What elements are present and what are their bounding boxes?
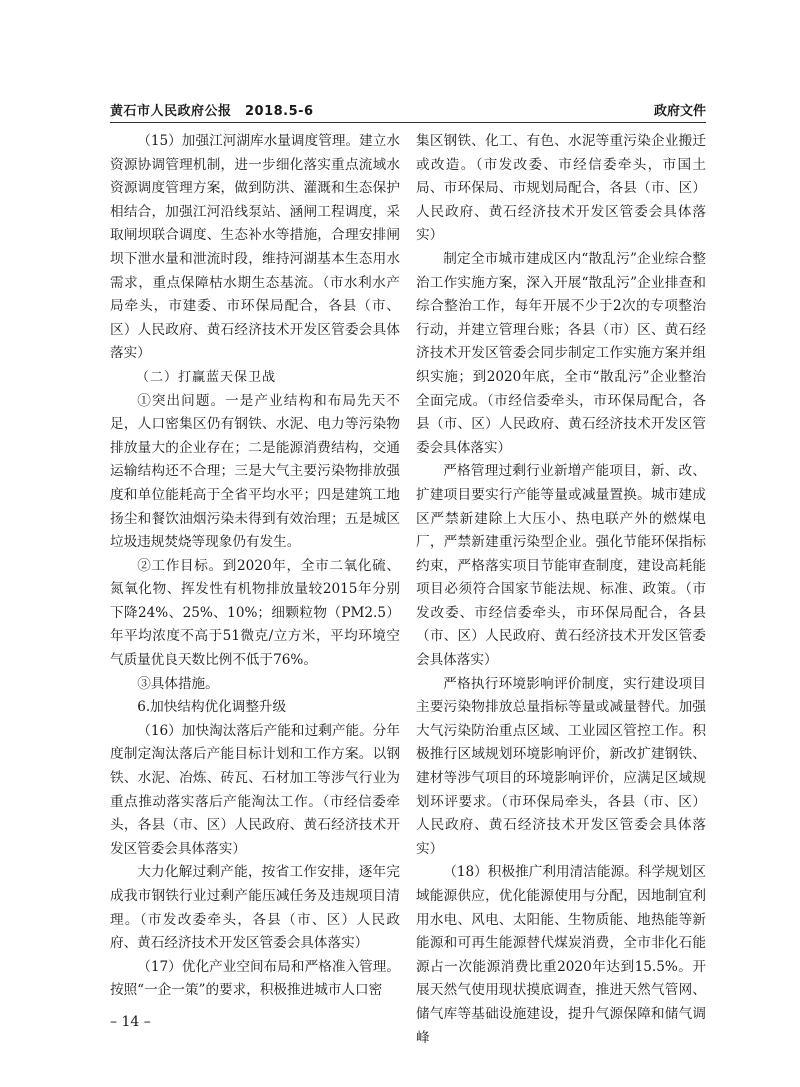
paragraph: 大力化解过剩产能，按省工作安排，逐年完成我市钢铁行业过剩产能压减任务及违规项目清理。（市发改委牵头，各县（市、区）人民政府、黄石经济技术开发区管委会具体落实） — [110, 864, 400, 952]
paragraph: （18）积极推广利用清洁能源。科学规划区域能源供应，优化能源使用与分配，因地制宜利用水电、风电、太阳能、生物质能、地热能等新能源和可再生能源替代煤炭消费，全市非化石能源占一次能源消费比重2020年达到15.5%。开展天然气使用现状摸底调查，推进天然气管网、储气库等基础设施建设，提升气源保障和储气调峰 — [416, 864, 706, 1046]
paragraph: （15）加强江河湖库水量调度管理。建立水资源协调管理机制，进一步细化落实重点流域水资源调度管理方案，做到防洪、灌溉和生态保护相结合，加强江河沿线泵站、涵闸工程调度，采取闸坝联合调度、生态补水等措施，合理安排闸坝下泄水量和泄流时段，维持河湖基本生态用水需求，重点保障枯水期生态基流。（市水利水产局牵头，市建委、市环保局配合，各县（市、区）人民政府、黄石经济技术开发区管委会具体落实） — [110, 133, 400, 362]
left-column — [110, 130, 400, 1003]
paragraph: 严格执行环境影响评价制度，实行建设项目主要污染物排放总量指标等量或减量替代。加强大气污染防治重点区域、工业园区管控工作。积极推行区域规划环境影响评价，新改扩建钢铁、建材等涉气项目的环境影响评价，应满足区域规划环评要求。（市环保局牵头，各县（市、区）人民政府、黄石经济技术开发区管委会具体落实） — [416, 675, 706, 857]
header-divider — [110, 122, 706, 123]
publication-title: 黄石市人民政府公报 2018.5-6 — [110, 104, 314, 119]
page-number: – 14 – — [110, 1014, 151, 1030]
paragraph-continued: 集区钢铁、化工、有色、水泥等重污染企业搬迁或改造。（市发改委、市经信委牵头，市国土局、市环保局、市规划局配合，各县（市、区）人民政府、黄石经济技术开发区管委会具体落实） — [416, 133, 706, 244]
right-column — [416, 130, 706, 1050]
subsection-heading: （二）打赢蓝天保卫战 — [136, 369, 277, 385]
paragraph: ①突出问题。一是产业结构和布局先天不足，人口密集区仍有钢铁、水泥、电力等污染物排放量大的企业存在；二是能源消费结构，交通运输结构还不合理；三是大气主要污染物排放强度和单位能耗高于全省平均水平；四是建筑工地扬尘和餐饮油烟污染未得到有效治理；五是城区垃圾违规焚烧等现象仍有发生。 — [110, 392, 400, 551]
paragraph: （16）加快淘汰落后产能和过剩产能。分年度制定淘汰落后产能目标计划和工作方案。以钢铁、水泥、冶炼、砖瓦、石材加工等涉气行业为重点推动落实落后产能淘汰工作。（市经信委牵头，各县（市、区）人民政府、黄石经济技术开发区管委会具体落实） — [110, 722, 400, 857]
section-title: 政府文件 — [653, 104, 706, 119]
paragraph: 制定全市城市建成区内“散乱污”企业综合整治工作实施方案，深入开展“散乱污”企业排查和综合整治工作，每年开展不少于2次的专项整治行动，并建立管理台账；各县（市）区、黄石经济技术开发区管委会同步制定工作实施方案并组织实施；到2020年底，全市“散乱污”企业整治全面完成。（市经信委牵头，市环保局配合，各县（市、区）人民政府、黄石经济技术开发区管委会具体落实） — [416, 250, 706, 456]
paragraph-heading: 6.加快结构优化调整升级 — [137, 699, 287, 716]
paragraph: ③具体措施。 — [137, 675, 219, 692]
paragraph: 严格管理过剩行业新增产能项目，新、改、扩建项目要实行产能等量或减量置换。城市建成区严禁新建除上大压小、热电联产外的燃煤电厂，严禁新建重污染型企业。强化节能环保指标约束，严格落实项目节能审查制度，建设高耗能项目必须符合国家节能法规、标准、政策。（市发改委、市经信委牵头，市环保局配合，各县（市、区）人民政府、黄石经济技术开发区管委会具体落实） — [416, 463, 706, 669]
paragraph: ②工作目标。到2020年，全市二氧化硫、氮氧化物、挥发性有机物排放量较2015年分别下降24%、25%、10%；细颗粒物（PM2.5）年平均浓度不高于51微克/立方米，平均环境空气质量优良天数比例不低于76%。 — [110, 557, 400, 669]
page-header — [110, 100, 706, 122]
paragraph: （17）优化产业空间布局和严格准入管理。按照“一企一策”的要求，积极推进城市人口密 — [110, 958, 400, 999]
